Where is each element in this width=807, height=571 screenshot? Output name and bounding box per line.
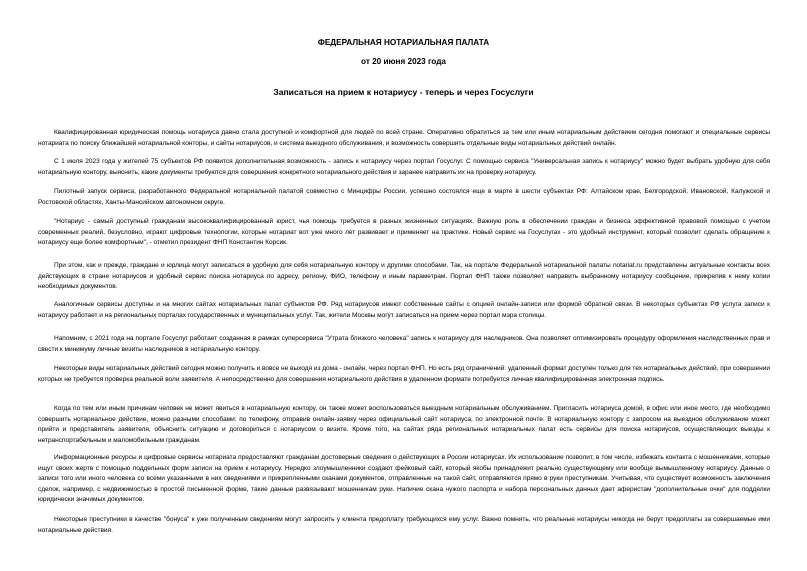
organization-name: ФЕДЕРАЛЬНАЯ НОТАРИАЛЬНАЯ ПАЛАТА	[317, 38, 490, 47]
paragraph-6: Аналогичные сервисы доступны и на многих сайтах нотариальных палат субъектов РФ. Ряд нотариусов имеют собственные сайты с опцией онлайн-записи или формой обратной связи. В некоторых субъектах РФ услуга записи к нотариусу работает и на региональных порталах государственных и муниципальных услуг. Так, жители Москвы могут записаться на прием через портал мэра столицы.	[38, 301, 770, 319]
paragraph-2: С 1 июля 2023 года у жителей 75 субъектов РФ появится дополнительная возможность - запись к нотариусу через портал Госуслуг. С помощью сервиса "Универсальная запись к нотариусу" можно будет выбрать удобную для себя нотариальную контору, выяснить, какие документы требуются для совершения конкретного нотариального действия и заранее направить их на проверку нотариусу.	[38, 158, 770, 176]
paragraph-9: Когда по тем или иным причинам человек не может явиться в нотариальную контору, он также может воспользоваться выездным нотариальным обслуживанием. Пригласить нотариуса домой, в офис или иное место, где необходимо совершить нотариальное действие, можно разными способами: по телефону, отправив онлайн-заявку через официальный сайт нотариуса, по электронной почте. В нотариальную контору с запросом на выездное обслуживание может прийти и представитель заявителя, объяснить ситуацию и договориться с нотариусом о визите. Кроме того, на сайтах ряда региональных нотариальных палат есть сервисы для поиска нотариусов, осуществляющих выезды к нетранспортабельным и маломобильным гражданам.	[38, 405, 770, 444]
paragraph-7: Напомним, с 2021 года на портале Госуслуг работает созданная в рамках суперсервиса "Утрата близкого человека" запись к нотариусу для наследников. Она позволяет оптимизировать процедуру оформления наследственных прав и свести к минимуму личные визиты наследников в нотариальную контору.	[38, 335, 770, 353]
paragraph-11: Некоторые преступники в качестве "бонуса" к уже полученным сведениям могут запросить у клиента предоплату требующихся ему услуг. Важно помнить, что реальные нотариусы никогда не берут предоплаты за совершаемые ими нотариальные действия.	[38, 516, 770, 534]
paragraph-8: Некоторые виды нотариальных действий сегодня можно получить и вовсе не выходя из дома - онлайн, через портал ФНП. Но есть ряд ограничений: удаленный формат доступен только для тех нотариальных действий, при совершении которых не требуется проверка реальной воли заявителя. А непосредственно для совершения нотариального действия в удаленном формате потребуется личная квалифицированная электронная подпись.	[38, 365, 770, 383]
paragraph-4: "Нотариус - самый доступный гражданам высококвалифицированный юрист, чья помощь требуется в разных жизненных ситуациях. Важную роль в обеспечении граждан и бизнеса эффективной правовой помощью с учетом современных реалий, безусловно, играют цифровые технологии, которые нотариат вот уже много лет развивает и применяет на практике. Новый сервис на Госуслугах - это удобный инструмент, который позволит сделать обращение к нотариусу еще более комфортным", - отметил президент ФНП Константин Корсик.	[38, 218, 770, 246]
paragraph-5: При этом, как и прежде, граждане и юрлица могут записаться в удобную для себя нотариальную контору и другими способами. Так, на портале Федеральной нотариальной палаты notariat.ru представлены актуальные контакты всех действующих в стране нотариусов и удобный сервис поиска нотариуса по адресу, региону, ФИО, телефону и иным параметрам. Портал ФНП также позволяет направить выбранному нотариусу сообщение, прикрепив к нему копии необходимых документов.	[38, 262, 770, 290]
paragraph-3: Пилотный запуск сервиса, разработанного Федеральной нотариальной палатой совместно с Минцифры России, успешно состоялся еще в марте в шести субъектах РФ: Алтайском крае, Белгородской, Ивановской, Калужской и Ростовской областях, Ханты-Мансийском автономном округе.	[38, 188, 770, 206]
paragraph-10: Информационные ресурсы и цифровые сервисы нотариата предоставляют гражданам достоверные сведения о действующих в России нотариусах. Их использование позволит, в том числе, избежать контакта с мошенниками, которые ищут своих жертв с помощью поддельных форм записи на прием к нотариусу. Нередко злоумышленники создают фейковый сайт, который якобы принадлежит реально существующему или вообще вымышленному нотариусу. Данные о записи того или иного человека со всеми указанными в них сведениями и прикрепленными сканами документов, отправленные на такой сайт, отправляются прямо в руки преступникам. Учитывая, что существует возможность заключения сделок, например, с недвижимостью в простой письменной форме, такие данные развязывают мошенникам руки. Наличие скана чужого паспорта и набора персональных данных дает аферистам "дополнительные очки" для подделки юридически значимых документов.	[38, 454, 770, 503]
release-date: от 20 июня 2023 года	[361, 57, 446, 66]
paragraph-1: Квалифицированная юридическая помощь нотариуса давно стала доступной и комфортной для людей по всей стране. Оперативно обратиться за тем или иным нотариальным действием сегодня помогают и специальные сервисы нотариата по поиску ближайшей нотариальной конторы, и сайты нотариусов, и система выездного обслуживания, и возможность совершить отдельные виды нотариальных действий онлайн.	[38, 129, 770, 147]
document-title: Записаться на прием к нотариусу - теперь и через Госуслуги	[273, 87, 534, 97]
